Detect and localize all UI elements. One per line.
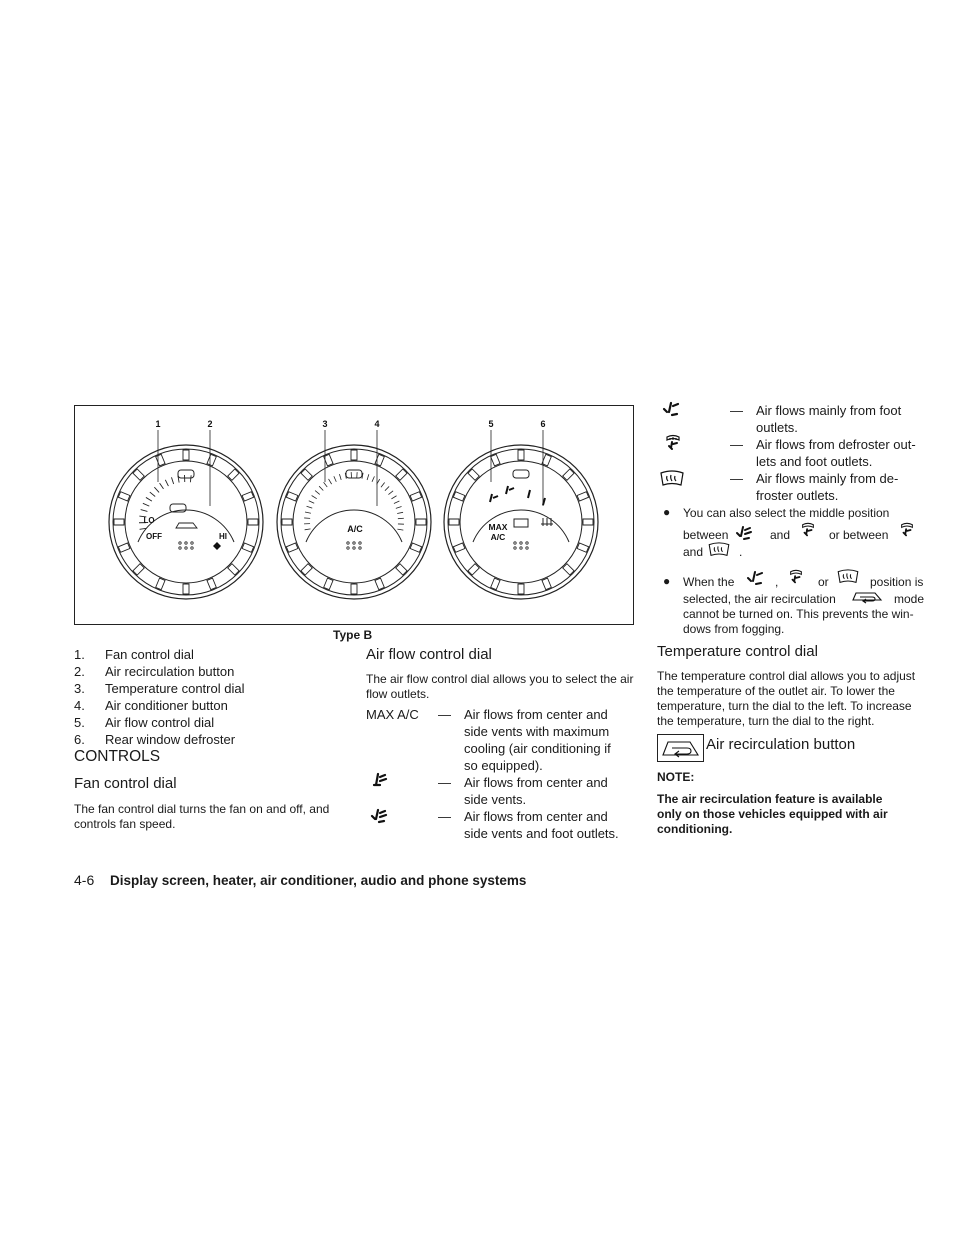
temp-scale-tick <box>388 491 393 495</box>
desc-line: outlets. <box>756 420 798 435</box>
dial-grip <box>183 584 189 594</box>
desc-line: side vents with maximum <box>464 724 610 739</box>
dial-grip <box>410 492 422 501</box>
body-line: the temperature, turn the dial to the right. <box>657 714 875 728</box>
temperature-dial-heading: Temperature control dial <box>657 643 818 660</box>
bullet2-mode: mode <box>894 592 925 606</box>
bullet1-between: between <box>683 528 729 542</box>
desc-line: Air flows from center and <box>464 775 608 790</box>
dial-rim <box>293 461 415 583</box>
dial-grip <box>114 519 124 525</box>
dial-grip <box>577 543 589 552</box>
recirculation-icon <box>176 523 197 528</box>
desc-line: lets and foot outlets. <box>756 454 873 469</box>
bullet2-or: or <box>818 575 829 589</box>
air-mode-icon <box>506 486 514 494</box>
bullet1-and2: and <box>683 545 704 559</box>
fan-dial-heading: Fan control dial <box>74 775 177 792</box>
temp-scale-tick <box>312 495 317 498</box>
note-line: The air recirculation feature is available <box>657 792 883 806</box>
temp-scale-tick <box>385 486 389 490</box>
defrost-foot-icon <box>800 521 816 539</box>
mode-dash: — <box>730 403 743 418</box>
temperature-dial-body <box>657 669 927 729</box>
defrost-foot-icon <box>664 434 682 452</box>
temp-scale-tick <box>372 476 374 481</box>
mode-bilevel-desc <box>464 808 619 842</box>
mode-dash: — <box>438 707 451 722</box>
foot-icon <box>662 401 682 417</box>
bullet-dot: ● <box>663 505 671 519</box>
list-number: 5. <box>74 715 85 730</box>
list-item <box>74 663 354 680</box>
dial-rim <box>460 461 582 583</box>
callout-number: 2 <box>207 419 213 429</box>
bullet1-period: . <box>739 545 743 559</box>
vent-dot <box>514 542 516 544</box>
fan-scale-tick <box>171 477 173 484</box>
dial-grip <box>242 543 254 552</box>
dial-grip <box>183 450 189 460</box>
dial-grip <box>491 454 500 466</box>
vent-icon <box>372 772 390 788</box>
defrost-foot-icon <box>788 568 804 586</box>
temp-scale-tick <box>339 474 341 480</box>
bullet2-selected: selected, the air recirculation <box>683 592 836 606</box>
figure-caption: Type B <box>333 628 373 642</box>
dial-grip <box>282 519 292 525</box>
indicator-lamp <box>178 470 194 478</box>
callout-number: 6 <box>540 419 546 429</box>
bullet2-line3: cannot be turned on. This prevents the win- <box>683 607 914 621</box>
dial-grip <box>416 519 426 525</box>
fan-lo-label: LO <box>143 516 155 525</box>
page-number: 4-6 <box>74 872 95 888</box>
mode-dash: — <box>730 471 743 486</box>
bullet1-or-between: or between <box>829 528 889 542</box>
list-label: Rear window defroster <box>105 732 236 747</box>
desc-line: Air flows mainly from foot <box>756 403 902 418</box>
climate-dials-illustration <box>75 406 633 624</box>
vent-dot <box>514 547 516 549</box>
bilevel-icon <box>370 808 390 824</box>
dial-grip <box>449 519 459 525</box>
bullet2-line4: dows from fogging. <box>683 622 785 636</box>
dial-grip <box>583 519 593 525</box>
vent-dot <box>353 547 355 549</box>
list-item <box>74 697 354 714</box>
desc-line: so equipped). <box>464 758 543 773</box>
max-ac-label: A/C <box>490 532 506 542</box>
desc-line: Air flows mainly from de- <box>756 471 899 486</box>
vent-dot <box>179 542 181 544</box>
rear-defrost-button <box>514 519 528 527</box>
bullet2-when-the: When the <box>683 575 735 589</box>
vent-dot <box>359 542 361 544</box>
recirculation-icon <box>657 734 704 762</box>
temp-scale-tick <box>305 512 311 513</box>
fan-scale-tick <box>190 475 191 482</box>
list-label: Air conditioner button <box>105 698 228 713</box>
temp-scale-tick <box>367 474 369 480</box>
list-item <box>74 680 354 697</box>
air-flow-intro: The air flow control dial allows you to select the air flow outlets. <box>366 672 634 701</box>
list-label: Air flow control dial <box>105 715 215 730</box>
list-number: 6. <box>74 732 85 747</box>
dial-grip <box>324 578 333 590</box>
section-title-controls: CONTROLS <box>74 748 161 765</box>
temp-scale-tick <box>307 506 313 508</box>
mode-dash: — <box>730 437 743 452</box>
dial-grip <box>410 543 422 552</box>
ac-label: A/C <box>347 524 363 534</box>
dial-grip <box>207 578 216 590</box>
dial-grip <box>248 519 258 525</box>
dial-grip <box>577 492 589 501</box>
dial-grip <box>453 492 465 501</box>
callout-number: 5 <box>488 419 494 429</box>
mode-defrost-foot-desc <box>756 436 916 470</box>
vent-dot <box>526 542 528 544</box>
vent-dot <box>191 547 193 549</box>
dial-outer-ring <box>277 445 431 599</box>
note-line: conditioning. <box>657 822 733 836</box>
vent-dot <box>353 542 355 544</box>
note-label: NOTE: <box>657 770 695 784</box>
dial-grip <box>156 454 165 466</box>
indicator-lamp <box>513 470 529 478</box>
dial-grip <box>118 543 130 552</box>
vent-dot <box>185 542 187 544</box>
foot-icon <box>746 570 766 586</box>
body-line: temperature, turn the dial to the left. To increase <box>657 699 912 713</box>
list-number: 3. <box>74 681 85 696</box>
list-number: 4. <box>74 698 85 713</box>
mode-dash: — <box>438 775 451 790</box>
temp-scale-tick <box>396 507 402 509</box>
vent-dot <box>347 547 349 549</box>
vent-dot <box>526 547 528 549</box>
list-item <box>74 646 354 663</box>
dial-grip <box>351 584 357 594</box>
recirculation-heading: Air recirculation button <box>706 736 856 753</box>
bullet-dot: ● <box>663 574 671 588</box>
fan-scale-tick <box>143 503 149 506</box>
callout-number: 3 <box>322 419 328 429</box>
list-number: 1. <box>74 647 85 662</box>
air-mode-icon <box>490 494 498 502</box>
dial-grip <box>156 578 165 590</box>
list-label: Fan control dial <box>105 647 194 662</box>
temp-scale-tick <box>394 501 399 504</box>
dial-grip <box>375 454 384 466</box>
bullet2-position-is: position is <box>870 575 924 589</box>
vent-dot <box>185 547 187 549</box>
bilevel-icon <box>735 525 755 541</box>
vent-dot <box>347 542 349 544</box>
temp-scale-tick <box>324 482 328 487</box>
fan-scale-tick <box>160 483 164 489</box>
vent-dot <box>179 547 181 549</box>
fan-hi-label: HI <box>219 532 227 541</box>
temp-scale-tick <box>334 476 336 481</box>
dial-grip <box>286 543 298 552</box>
defrost-icon <box>659 470 685 488</box>
vent-dot <box>359 547 361 549</box>
dial-grip <box>453 543 465 552</box>
note-line: only on those vehicles equipped with air <box>657 807 888 821</box>
note-body <box>657 792 927 837</box>
recirculation-icon <box>850 588 884 604</box>
temp-scale-tick <box>309 501 314 504</box>
air-mode-icon <box>528 490 530 498</box>
fan-dial-body: The fan control dial turns the fan on and off, and controls fan speed. <box>74 802 330 831</box>
vent-dot <box>191 542 193 544</box>
fan-scale-tick <box>146 497 152 501</box>
list-label: Temperature control dial <box>105 681 245 696</box>
dial-grip <box>491 578 500 590</box>
temp-scale-tick <box>305 529 311 530</box>
temp-scale-tick <box>329 479 332 484</box>
dial-grip <box>286 492 298 501</box>
dial-grip <box>118 492 130 501</box>
list-number: 2. <box>74 664 85 679</box>
dial-grip <box>518 450 524 460</box>
mode-dash: — <box>438 809 451 824</box>
list-item <box>74 731 354 748</box>
list-item <box>74 714 354 731</box>
body-line: The temperature control dial allows you to adjust <box>657 669 916 683</box>
vent-dot <box>520 547 522 549</box>
defrost-icon <box>541 518 553 526</box>
fan-scale-tick <box>141 510 148 512</box>
desc-line: Air flows from center and <box>464 809 608 824</box>
dial-outer-ring <box>109 445 263 599</box>
callout-number: 4 <box>374 419 380 429</box>
desc-line: froster outlets. <box>756 488 839 503</box>
defrost-icon <box>706 542 732 558</box>
dial-grip <box>351 450 357 460</box>
mode-vent-desc <box>464 774 608 808</box>
climate-control-figure <box>74 405 634 625</box>
indicator-lamp <box>346 470 362 478</box>
dial-arc <box>473 510 569 542</box>
air-flow-heading: Air flow control dial <box>366 646 492 663</box>
temp-scale-tick <box>397 512 403 513</box>
mode-defrost-desc <box>756 470 898 504</box>
defrost-foot-icon <box>899 521 915 539</box>
desc-line: side vents. <box>464 792 527 807</box>
mode-max-ac-label: MAX A/C <box>366 707 419 722</box>
temp-scale-tick <box>391 496 396 499</box>
dial-grip <box>518 584 524 594</box>
temp-scale-tick <box>315 491 320 495</box>
fan-off-label: OFF <box>146 532 162 541</box>
mode-foot-desc <box>756 402 901 436</box>
dial-grip <box>242 492 254 501</box>
list-label: Air recirculation button <box>105 664 235 679</box>
vent-dot <box>520 542 522 544</box>
dial-outer-ring <box>444 445 598 599</box>
desc-line: Air flows from center and <box>464 707 608 722</box>
fan-icon <box>213 542 221 550</box>
desc-line: side vents and foot outlets. <box>464 826 619 841</box>
mode-max-ac-desc <box>464 706 611 774</box>
temp-scale-tick <box>319 486 323 490</box>
callout-number: 1 <box>155 419 161 429</box>
desc-line: Air flows from defroster out- <box>756 437 916 452</box>
max-ac-label: MAX <box>488 522 508 532</box>
temp-scale-tick <box>397 529 403 530</box>
fan-scale-tick <box>165 480 168 486</box>
body-line: the temperature of the outlet air. To lower the <box>657 684 895 698</box>
fan-scale-tick <box>154 487 159 492</box>
bullet1-and: and <box>770 528 791 542</box>
desc-line: cooling (air conditioning if <box>464 741 611 756</box>
defrost-icon <box>835 569 861 585</box>
fan-scale-tick <box>150 492 155 496</box>
chapter-title: Display screen, heater, air conditioner, audio and phone systems <box>110 873 527 888</box>
bullet2-comma: , <box>775 575 779 589</box>
dial-grip <box>207 454 216 466</box>
component-list <box>74 646 354 748</box>
dial-grip <box>542 578 551 590</box>
bullet1-line1: You can also select the middle position <box>683 506 890 520</box>
temp-scale-tick <box>381 482 385 487</box>
dial-grip <box>375 578 384 590</box>
